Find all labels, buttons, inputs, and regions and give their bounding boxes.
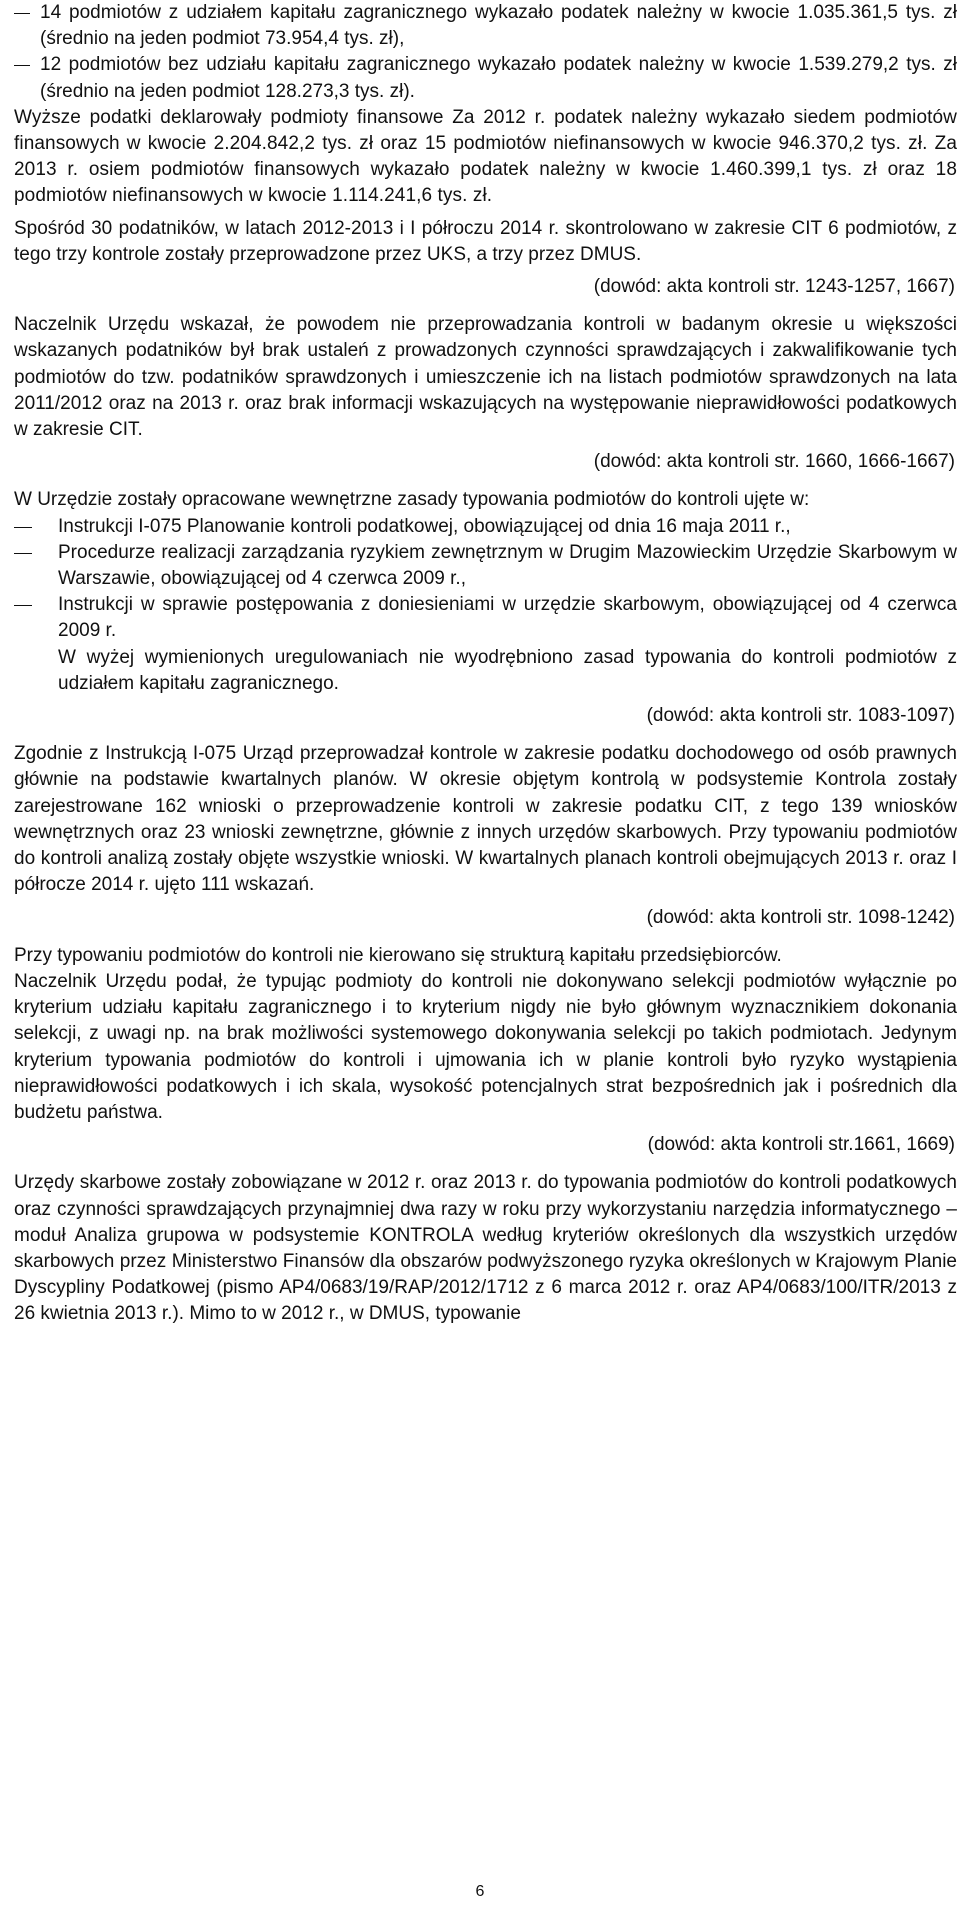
evidence-reference: (dowód: akta kontroli str.1661, 1669) bbox=[647, 1134, 955, 1156]
paragraph-financial-entities: Wyższe podatki deklarowały podmioty finansowe Za 2012 r. podatek należny wykazało siedem podmiotów finansowych w kwocie 2.204.842,2 tys. zł oraz 15 podmiotów niefinansowych w kwocie 946.370,2 tys. zł. Za 2013 r. osiem podmiotów finansowych wykazało podatek należny w kwocie 1.460.399,1 tys. zł oraz 18 podmiotów niefinansowych w kwocie 1.114.241,6 tys. zł. bbox=[14, 106, 957, 207]
paragraph-tax-offices-obligation: Urzędy skarbowe zostały zobowiązane w 2012 r. oraz 2013 r. do typowania podmiotów do kontroli podatkowych oraz czynności sprawdzających przynajmniej dwa razy w roku przy wykorzystaniu narzędzia informatycznego – moduł Analiza grupowa w podsystemie KONTROLA według kryteriów określonych dla wszystkich urzędów skarbowych przez Ministerstwo Finansów dla obszarów podwyższonego ryzyka określonych w Krajowym Planie Dyscypliny Podatkowej (pismo AP4/0683/19/RAP/2012/1712 z 6 marca 2012 r. oraz AP4/0683/100/ITR/2013 z 26 kwietnia 2013 r.). Mimo to w 2012 r., w DMUS, typowanie bbox=[14, 1172, 957, 1325]
document-body bbox=[14, 0, 957, 1328]
paragraph-no-foreign-capital-rules: W wyżej wymienionych uregulowaniach nie wyodrębniono zasad typowania do kontroli podmiotów z udziałem kapitału zagranicznego. bbox=[58, 646, 957, 694]
list-item-risk-procedure: Procedurze realizacji zarządzania ryzykiem zewnętrznym w Drugim Mazowieckim Urzędzie Skarbowym w Warszawie, obowiązującej od 4 czerwca 2009 r., bbox=[14, 540, 957, 592]
dash-item-domestic-capital: 12 podmiotów bez udziału kapitału zagranicznego wykazało podatek należny w kwocie 1.539.279,2 tys. zł (średnio na jeden podmiot 128.273,3 tys. zł). bbox=[14, 52, 957, 104]
list-item-instruction-i075: Instrukcji I-075 Planowanie kontroli podatkowej, obowiązującej od dnia 16 maja 2011 r., bbox=[14, 514, 957, 540]
page-number: 6 bbox=[475, 1883, 485, 1900]
list-item-reports-instruction: Instrukcji w sprawie postępowania z doniesieniami w urzędzie skarbowym, obowiązującej od 4 czerwca 2009 r. bbox=[14, 592, 957, 644]
paragraph-audited-taxpayers: Spośród 30 podatników, w latach 2012-2013 i I półroczu 2014 r. skontrolowano w zakresie CIT 6 podmiotów, z tego trzy kontrole zostały przeprowadzone przez UKS, a trzy przez DMUS. bbox=[14, 217, 957, 265]
evidence-reference: (dowód: akta kontroli str. 1243-1257, 1667) bbox=[593, 276, 955, 298]
evidence-reference: (dowód: akta kontroli str. 1660, 1666-1667) bbox=[593, 451, 955, 473]
paragraph-capital-structure: Przy typowaniu podmiotów do kontroli nie kierowano się strukturą kapitału przedsiębiorców. bbox=[14, 944, 782, 966]
paragraph-internal-rules: W Urzędzie zostały opracowane wewnętrzne zasady typowania podmiotów do kontroli ujęte w: bbox=[14, 489, 810, 511]
evidence-reference: (dowód: akta kontroli str. 1098-1242) bbox=[646, 906, 955, 928]
evidence-reference: (dowód: akta kontroli str. 1083-1097) bbox=[646, 705, 955, 727]
paragraph-quarterly-plans: Zgodnie z Instrukcją I-075 Urząd przeprowadzał kontrole w zakresie podatku dochodowego od osób prawnych głównie na podstawie kwartalnych planów. W okresie objętym kontrolą w podsystemie Kontrola zostały zarejestrowane 162 wnioski o przeprowadzenie kontroli w zakresie podatku CIT, z tego 139 wniosków wewnętrznych oraz 23 wnioski zewnętrzne, głównie z innych urzędów skarbowych. Przy typowaniu podmiotów do kontroli analizą zostały objęte wszystkie wnioski. W kwartalnych planach kontroli obejmujących 2013 r. oraz I półrocze 2014 r. ujęto 111 wskazań. bbox=[14, 743, 957, 896]
paragraph-office-head-statement: Naczelnik Urzędu wskazał, że powodem nie przeprowadzania kontroli w badanym okresie u większości wskazanych podatników był brak ustaleń z prowadzonych czynności sprawdzających i zakwalifikowanie tych podmiotów do tzw. podatników sprawdzonych i umieszczenie ich na listach podmiotów sprawdzonych na lata 2011/2012 oraz na 2013 r. oraz brak informacji wskazujących na występowanie nieprawidłowości podatkowych w zakresie CIT. bbox=[14, 314, 957, 441]
dash-item-foreign-capital: 14 podmiotów z udziałem kapitału zagranicznego wykazało podatek należny w kwocie 1.035.361,5 tys. zł (średnio na jeden podmiot 73.954,4 tys. zł), bbox=[14, 0, 957, 52]
paragraph-selection-criteria: Naczelnik Urzędu podał, że typując podmioty do kontroli nie dokonywano selekcji podmiotów wyłącznie po kryterium udziału kapitału zagranicznego i to kryterium nigdy nie było głównym wyznacznikiem dokonania selekcji, z uwagi np. na brak możliwości systemowego dokonywania selekcji po takich podmiotach. Jedynym kryterium typowania podmiotów do kontroli i ujmowania ich w planie kontroli było ryzyko wystąpienia nieprawidłowości podatkowych i ich skala, wysokość potencjalnych strat bezpośrednich jak i pośrednich dla budżetu państwa. bbox=[14, 970, 957, 1123]
